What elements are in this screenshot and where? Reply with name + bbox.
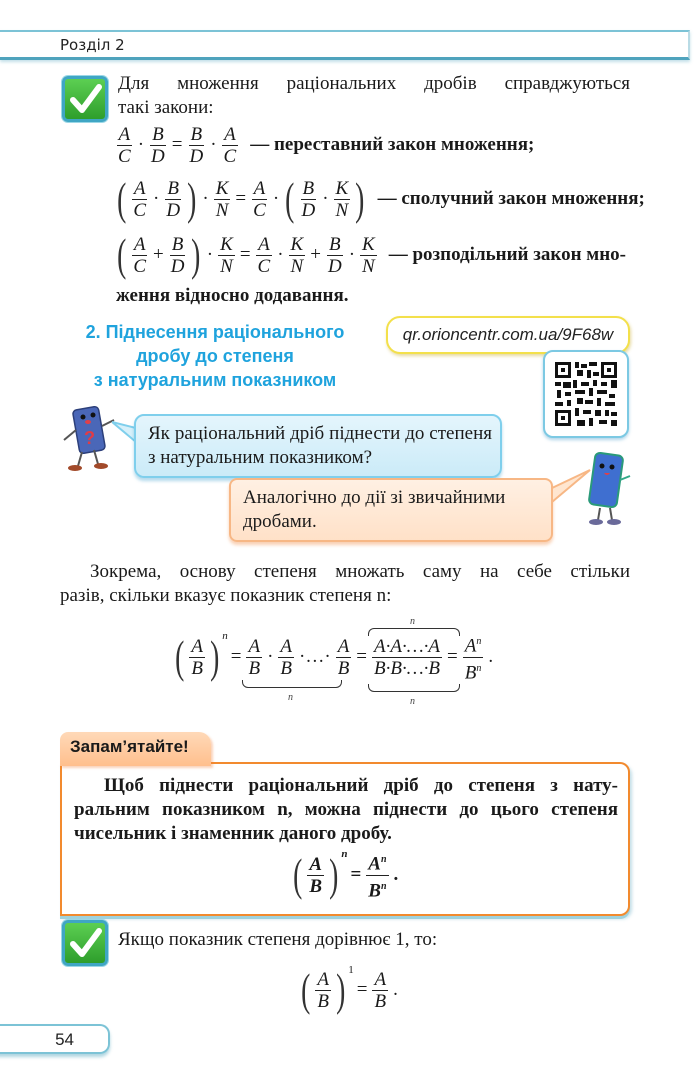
section-title bbox=[60, 320, 370, 392]
distributive-label-cont: ження відносно додавання. bbox=[116, 285, 349, 306]
underbrace-label: n bbox=[288, 692, 293, 703]
note-formula: ( $\frac{A}{B}$ ) 1 = $\frac{A}{B}$ . bbox=[301, 964, 398, 1015]
qr-link[interactable]: qr.orioncentr.com.ua/9F68w bbox=[386, 316, 630, 354]
overbrace-label: n bbox=[410, 616, 415, 627]
qr-code-icon bbox=[553, 360, 619, 428]
answer-text: Аналогічно до дії зі звичайними дробами. bbox=[243, 487, 506, 532]
underbrace-label: n bbox=[410, 696, 415, 707]
robot-question-icon bbox=[60, 402, 120, 474]
power-expansion-formula: ( $\frac{A}{B}$ ) n = $\frac{A}{B}$ · $\frac{A}{B}$ ·…· $\frac{A}{B}$ = $\frac{A\cdot A\cdot\dots\cdot A}{B\cdot B\cdot\dots\cdot B}$ = $\frac{A^n}{B^n}$ . bbox=[175, 630, 494, 683]
remember-box bbox=[60, 762, 630, 916]
laws-intro-line1: Для множення раціональних дробів справджуються bbox=[118, 73, 630, 94]
question-text: Як раціональний дріб піднести до степеня з натуральним показником? bbox=[148, 423, 492, 468]
associative-law: ( $\frac{A}{C}$ · $\frac{B}{D}$ ) · $\frac{K}{N}$ = $\frac{A}{C}$ · ( $\frac{B}{D}$ · $\frac{K}{N}$ ) — сполучний закон множення; bbox=[117, 173, 645, 224]
section-title-line3: з натуральним показником bbox=[93, 370, 337, 390]
checkmark-icon bbox=[62, 920, 108, 966]
checkmark-icon bbox=[62, 76, 108, 122]
remember-line2: ральним показником n, можна піднести до цього степеня bbox=[74, 799, 618, 820]
explanation-line2: разів, скільки вказує показник степеня n: bbox=[60, 585, 392, 606]
header-bar bbox=[0, 30, 690, 60]
qr-code[interactable] bbox=[543, 350, 629, 438]
overbrace bbox=[368, 628, 460, 636]
commutative-label: — переставний закон множення; bbox=[250, 134, 535, 155]
remember-formula: ( $\frac{A}{B}$ ) n = $\frac{A^n}{B^n}$ . bbox=[293, 848, 399, 901]
underbrace bbox=[242, 680, 342, 688]
laws-intro-line2: такі закони: bbox=[118, 97, 214, 118]
distributive-label: — розподільний закон мно- bbox=[388, 244, 626, 265]
answer-bubble bbox=[229, 478, 553, 542]
robot-answer-icon bbox=[576, 450, 636, 528]
section-title-line1: 2. Піднесення раціонального bbox=[85, 322, 345, 342]
associative-label: — сполучний закон множення; bbox=[377, 188, 645, 209]
svg-text:?: ? bbox=[84, 428, 95, 448]
underbrace bbox=[368, 684, 460, 692]
remember-tab: Запам’ятайте! bbox=[60, 732, 211, 766]
remember-line1: Щоб піднести раціональний дріб до степеня з нату- bbox=[104, 775, 618, 796]
question-bubble bbox=[134, 414, 502, 478]
remember-line3: чисельник і знаменник даного дробу. bbox=[74, 823, 392, 844]
page-number: 54 bbox=[0, 1024, 110, 1054]
distributive-law: ( $\frac{A}{C}$ + $\frac{B}{D}$ ) · $\frac{K}{N}$ = $\frac{A}{C}$ · $\frac{K}{N}$ + $\frac{B}{D}$ · $\frac{K}{N}$ — розподільний закон мно- bbox=[117, 229, 626, 280]
commutative-law: $\frac{A}{C}$ · $\frac{B}{D}$ = $\frac{B}{D}$ · $\frac{A}{C}$ — переставний закон множення; bbox=[118, 123, 535, 167]
chapter-title: Розділ 2 bbox=[60, 36, 125, 54]
section-title-line2: дробу до степеня bbox=[136, 346, 294, 366]
note-text: Якщо показник степеня дорівнює 1, то: bbox=[118, 929, 438, 950]
explanation-line1: Зокрема, основу степеня множать саму на себе стільки bbox=[90, 561, 630, 582]
